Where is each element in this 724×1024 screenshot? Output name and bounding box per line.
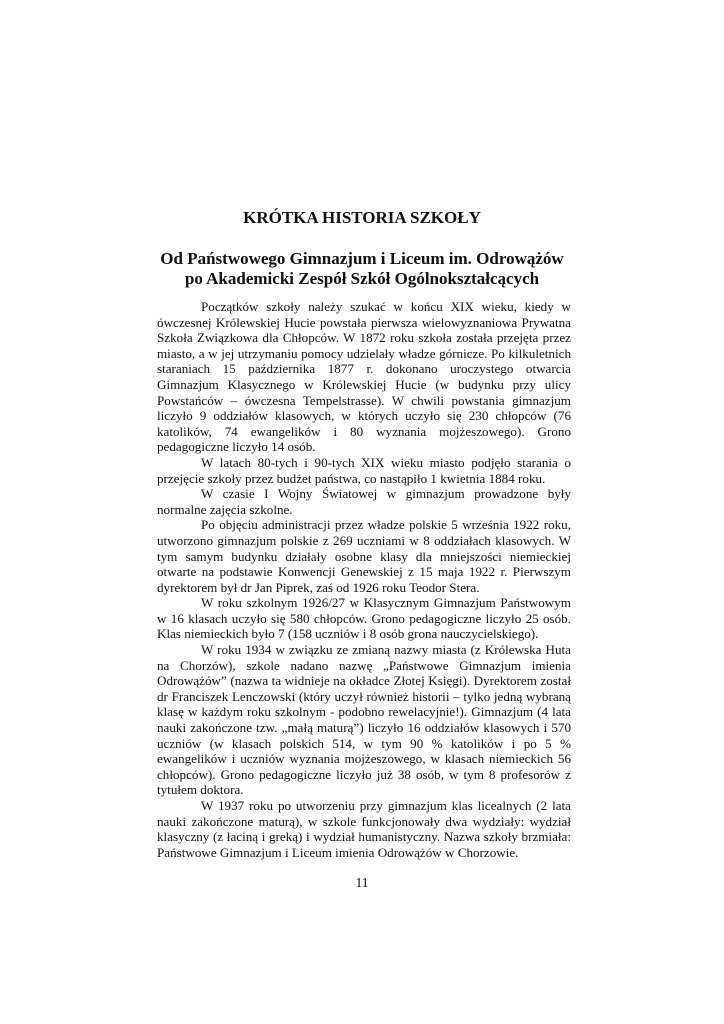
- page-title: KRÓTKA HISTORIA SZKOŁY: [243, 208, 481, 227]
- body-text: [157, 299, 571, 860]
- paragraph: W 1937 roku po utworzeniu przy gimnazjum klas licealnych (2 lata nauki zakończone maturą), w szkole funkcjonowały dwa wydziały: wydział klasyczny (z łaciną i greką) i wydział humanistyczny. Nazwa szkoły brzmiała: Państwowe Gimnazjum i Liceum imienia Odrowążów w Chorzowie.: [157, 798, 571, 860]
- paragraph: W czasie I Wojny Światowej w gimnazjum prowadzone były normalne zajęcia szkolne.: [157, 486, 571, 517]
- paragraph: Początków szkoły należy szukać w końcu XIX wieku, kiedy w ówczesnej Królewskiej Hucie powstała pierwsza wielowyznaniowa Prywatna Szkoła Związkowa dla Chłopców. W 1872 roku szkoła została przejęta przez miasto, a w jej utrzymaniu pomocy udzielały władze górnicze. Po kilkuletnich staraniach 15 października 1877 r. dokonano uroczystego otwarcia Gimnazjum Klasycznego w Królewskiej Hucie (w budynku przy ulicy Powstańców – ówczesna Tempelstrasse). W chwili powstania gimnazjum liczyło 9 oddziałów klasowych, w których uczyło się 230 chłopców (76 katolików, 74 ewangelików i 80 wyznania mojżeszowego). Grono pedagogiczne liczyło 14 osób.: [157, 299, 571, 455]
- page-subtitle: [140, 249, 584, 289]
- paragraph: W roku szkolnym 1926/27 w Klasycznym Gimnazjum Państwowym w 16 klasach uczyło się 580 chłopców. Grono pedagogiczne liczyło 25 osób. Klas niemieckich było 7 (158 uczniów i 8 osób grona nauczycielskiego).: [157, 595, 571, 642]
- subtitle-line: po Akademicki Zespół Szkół Ogólnokształcących: [184, 269, 540, 288]
- paragraph: W latach 80-tych i 90-tych XIX wieku miasto podjęło starania o przejęcie szkoły przez budżet państwa, co nastąpiło 1 kwietnia 1884 roku.: [157, 454, 571, 486]
- paragraph: Po objęciu administracji przez władze polskie 5 września 1922 roku, utworzono gimnazjum polskie z 269 uczniami w 8 oddziałach klasowych. W tym samym budynku działały osobne klasy dla mniejszości niemieckiej otwarte na podstawie Konwencji Genewskiej z 15 maja 1922 r. Pierwszym dyrektorem był dr Jan Piprek, zaś od 1926 roku Teodor Stera.: [157, 517, 571, 595]
- page-number: 11: [355, 875, 369, 890]
- paragraph: W roku 1934 w związku ze zmianą nazwy miasta (z Królewska Huta na Chorzów), szkole nadano nazwę „Państwowe Gimnazjum imienia Odrowążów” (nazwa ta widnieje na okładce Złotej Księgi). Dyrektorem został dr Franciszek Lenczowski (który uczył również historii – tylko jedną wybraną klasę w każdym roku szkolnym - podobno rewelacyjnie!). Gimnazjum (4 lata nauki zakończone tzw. „małą maturą”) liczyło 16 oddziałów klasowych i 570 uczniów (w klasach polskich 514, w tym 90 % katolików i po 5 % ewangelików i uczniów wyznania mojżeszowego, w klasach niemieckich 56 chłopców). Grono pedagogiczne liczyło już 38 osób, w tym 8 profesorów z tytułem doktora.: [157, 642, 571, 798]
- subtitle-line: Od Państwowego Gimnazjum i Liceum im. Odrowążów: [160, 249, 564, 268]
